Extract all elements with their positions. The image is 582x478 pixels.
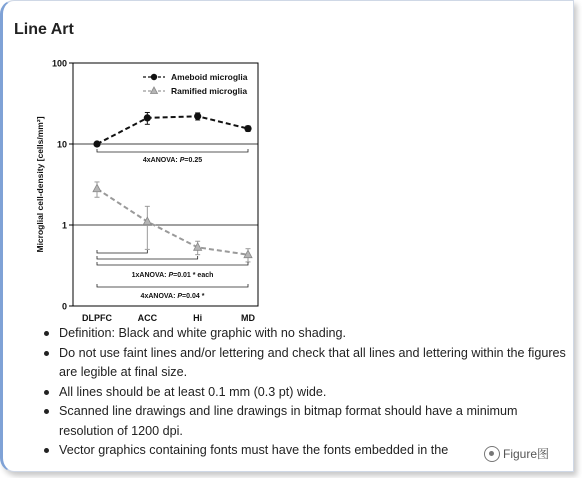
significance-bracket <box>97 149 248 152</box>
x-tick-label: Hi <box>193 313 203 323</box>
plot-frame <box>73 63 258 306</box>
watermark <box>484 445 549 462</box>
significance-bracket <box>97 262 248 265</box>
watermark-text: Figure图 <box>503 447 550 461</box>
legend-label: Ramified microglia <box>171 86 248 96</box>
data-point <box>93 184 101 192</box>
data-point <box>144 114 151 121</box>
series-line <box>97 189 248 255</box>
x-tick-label: DLPFC <box>82 313 112 323</box>
x-tick-label: MD <box>241 313 255 323</box>
y-axis-label: Microglial cell-density [cells/mm²] <box>35 116 45 253</box>
microglia-density-chart <box>3 1 577 331</box>
significance-bracket <box>97 284 248 287</box>
watermark-logo-icon <box>484 446 500 462</box>
y-tick-label: 0 <box>61 301 67 312</box>
section-heading: Line Art <box>14 21 74 38</box>
x-tick-label: ACC <box>137 313 158 323</box>
bullet-line-width: All lines should be at least 0.1 mm (0.3 pt) wide. <box>41 383 571 403</box>
bullet-faint-lines: Do not use faint lines and/or lettering and check that all lines and lettering within the figures are legible at final size. <box>41 344 571 383</box>
legend-marker <box>151 87 158 94</box>
significance-bracket <box>97 256 198 259</box>
data-point <box>93 140 100 147</box>
annotation-text: 4xANOVA: P=0.04 * <box>140 293 205 300</box>
y-tick-label: 100 <box>51 58 67 69</box>
bullet-scan-resolution: Scanned line drawings and line drawings in bitmap format should have a minimum resolution of 1200 dpi. <box>41 402 571 441</box>
significance-bracket <box>97 250 147 253</box>
y-tick-label: 1 <box>61 220 67 231</box>
data-point <box>244 125 251 132</box>
legend-marker <box>151 74 157 80</box>
bullet-definition: Definition: Black and white graphic with no shading. <box>41 324 571 344</box>
bullet-embed-fonts: Vector graphics containing fonts must have the fonts embedded in the <box>41 441 571 461</box>
data-point <box>194 113 201 120</box>
y-tick-label: 10 <box>56 139 67 150</box>
annotation-text: 4xANOVA: P=0.25 <box>142 157 203 164</box>
guideline-list <box>41 324 571 461</box>
series-line <box>97 116 248 144</box>
annotation-text: 1xANOVA: P=0.01 * each <box>131 272 214 279</box>
legend-label: Ameboid microglia <box>171 72 248 82</box>
